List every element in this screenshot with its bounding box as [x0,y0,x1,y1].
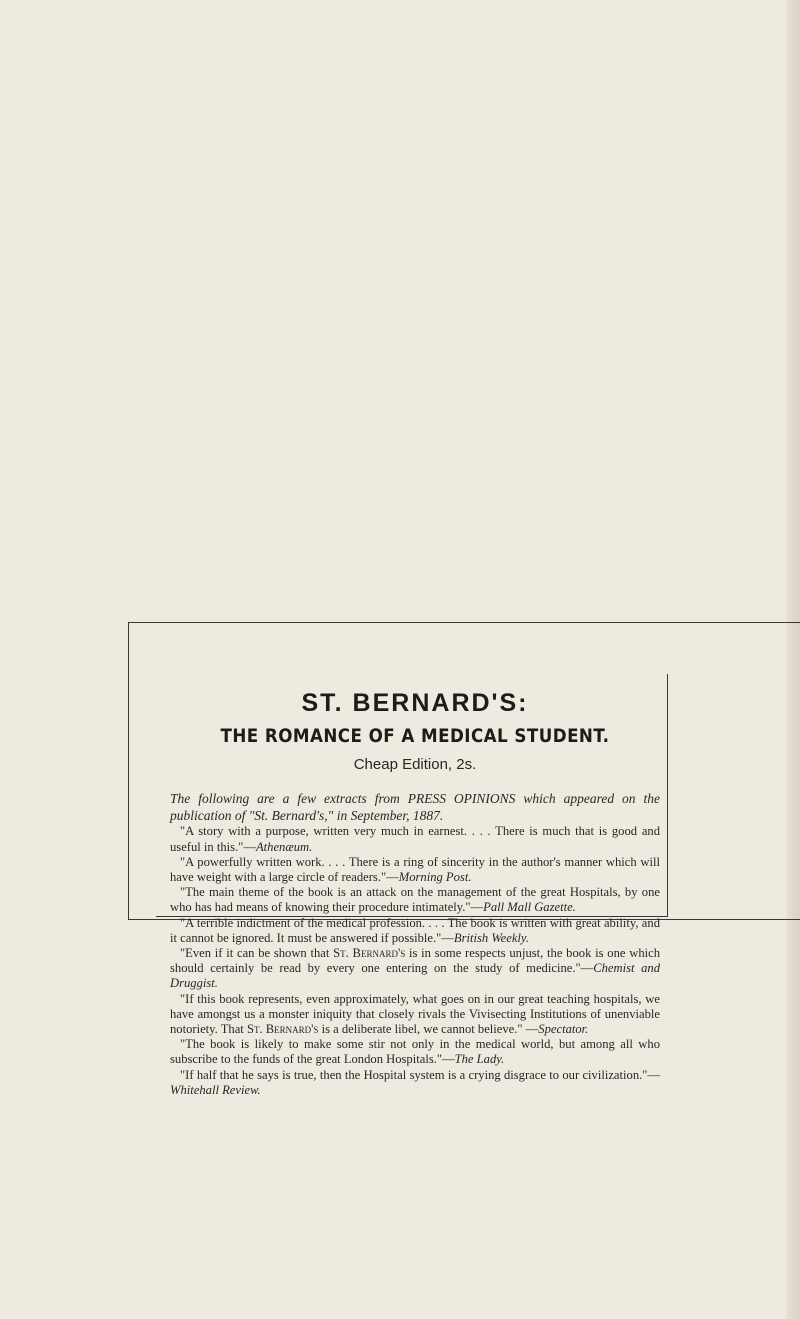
quote-text: "The main theme of the book is an attack on the management of the great Hospitals, by one who has had means of knowing their procedure intimately."— [170,885,660,915]
advertisement [170,690,660,1098]
edition-price: Cheap Edition, 2s. [353,756,477,774]
quote-text: "If this book represents, even approximately, what goes on in our great teaching hospitals, we have amongst us a monster iniquity that closely rivals the Vivisecting Institutions of unenviable notoriety. That [170,991,660,1037]
press-quote-the-lady [170,1037,660,1067]
quote-source: Morning Post. [398,870,472,884]
quote-source: Chemist and Druggist. [170,961,660,991]
quote-text: "If half that he says is true, then the Hospital system is a crying disgrace to our civilization."— [180,1067,660,1082]
quote-text: "A story with a purpose, written very much in earnest. . . . There is much that is good and useful in this."— [170,824,660,854]
quote-text: "A terrible indictment of the medical profession. . . . The book is written with great ability, and it cannot be ignored. It must be answered if possible."— [170,915,660,945]
press-quote-athenaeum [170,824,660,854]
quote-source: Pall Mall Gazette. [483,900,576,915]
intro-text: The following are a few extracts from PRESS OPINIONS which appeared on the publication of "St. Bernard's," in September, 1887. [170,791,660,823]
quote-text: is a deliberate libel, we cannot believe." — [318,1022,539,1037]
press-quote-spectator [170,992,660,1038]
book-subtitle: THE ROMANCE OF A MEDICAL STUDENT. [220,724,610,747]
press-quote-chemist [170,946,660,992]
book-name-smallcaps: St. Bernard's [246,1022,319,1037]
quote-source: Spectator. [538,1022,589,1037]
quote-text: is in some respects unjust, the book is one which should certainly be read by every one entering on the study of medicine."— [170,946,660,976]
book-name-smallcaps: St. Bernard's [333,946,406,961]
quote-text: "The book is likely to make some stir not only in the medical world, but among all who subscribe to the funds of the great London Hospitals."— [170,1037,660,1067]
quote-source: Whitehall Review. [170,1082,261,1097]
press-quote-pall-mall [170,885,660,915]
press-quote-british-weekly [170,916,660,946]
quote-text: "Even if it can be shown that [180,946,334,961]
press-quote-morning-post [170,855,660,885]
press-quote-whitehall [170,1068,660,1098]
book-title: ST. BERNARD'S: [301,689,529,717]
quote-source: The Lady. [454,1052,505,1067]
quote-text: "A powerfully written work. . . . There is a ring of sincerity in the author's manner which will have weight with a large circle of readers."— [170,854,660,884]
quote-source: British Weekly. [453,930,529,945]
quote-source: Athenæum. [255,839,313,854]
